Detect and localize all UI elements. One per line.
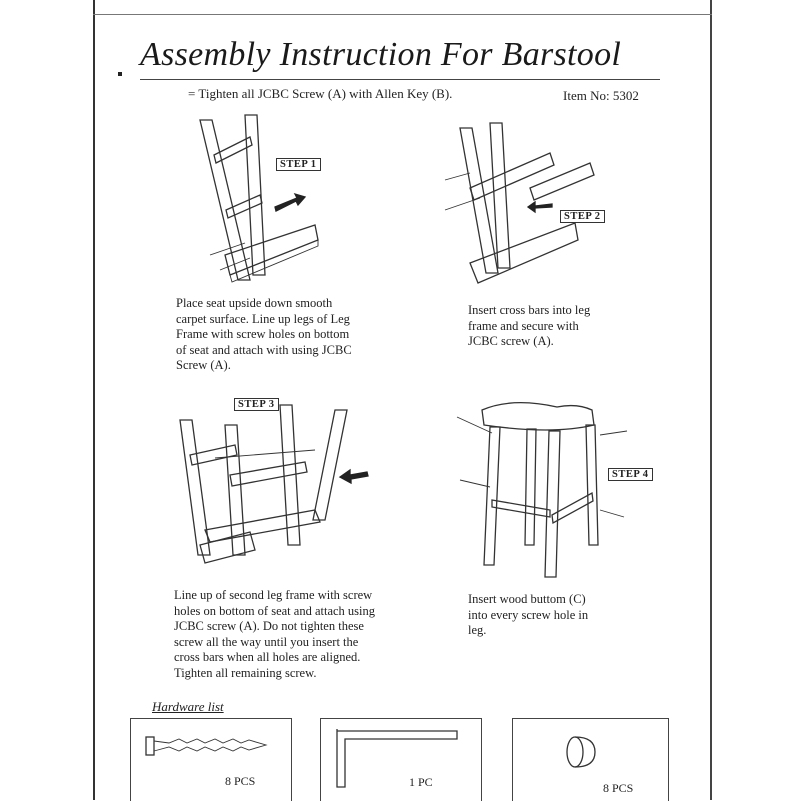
hardware-qty: 8 PCS [603,781,634,795]
step2-label: STEP 2 [560,210,605,223]
step4-illustration [452,395,637,585]
leg-4 [313,410,347,520]
button-line [600,510,624,517]
step2-illustration [440,118,600,293]
hardware-qty: 8 PCS [225,774,256,788]
screw-icon [141,729,271,769]
leg-front-right [545,431,560,577]
title-underline [140,79,660,80]
hardware-item-screw [130,718,292,801]
cross-bar-low [226,195,262,218]
step1-label: STEP 1 [276,158,321,171]
step4-label: STEP 4 [608,468,653,481]
direction-arrow [528,202,552,212]
instruction-note: = Tighten all JCBC Screw (A) with Allen Key (B). [188,86,453,101]
leg-back-right [586,425,598,545]
cross-bar-upper [470,153,554,200]
button-line [600,431,627,435]
hardware-list-title: Hardware list [152,699,224,714]
leg-back-left [525,429,536,545]
step1-illustration [200,115,330,290]
button-line [460,480,490,487]
step2-caption: Insert cross bars into leg frame and secure with JCBC screw (A). [468,303,591,348]
screw-line [445,173,470,180]
hardware-item-wood-button [512,718,669,801]
leg-left [460,128,498,273]
direction-arrow [340,470,368,483]
direction-arrow [275,194,305,211]
cross-bar-c [205,510,320,542]
screw-line [210,243,245,255]
leg-front-left [484,427,500,565]
step1-caption: Place seat upside down smooth carpet surface. Line up legs of Leg Frame with screw holes on bottom of seat and attach with using JCBC Screw (A). [176,296,352,372]
step3-label: STEP 3 [234,398,279,411]
page-title: Assembly Instruction For Barstool [140,36,622,73]
screw-line [215,450,315,458]
hardware-item-allen-key [320,718,482,801]
wood-button-icon [563,734,608,774]
stool-seat [482,403,594,430]
step4-caption: Insert wood buttom (C) into every screw hole in leg. [468,592,589,637]
step3-caption: Line up of second leg frame with screw holes on bottom of seat and attach using JCBC screw (A). Do not tighten these screw all the way until you insert the cross bars when all holes are aligned. Tighten all remaining screw. [174,588,376,680]
seat-slab [470,223,578,283]
page-border-top [93,14,712,15]
page-border-left [93,0,95,800]
scan-speck [118,72,122,76]
leg-1 [180,420,210,555]
allen-key-icon [329,727,469,797]
footrest-front [492,500,550,517]
step3-illustration [175,400,375,580]
item-number: Item No: 5302 [563,88,639,103]
page-border-right [710,0,712,800]
leg-back-right [245,115,265,275]
cross-bar-lower [530,163,594,200]
hardware-qty: 1 PC [409,775,433,789]
